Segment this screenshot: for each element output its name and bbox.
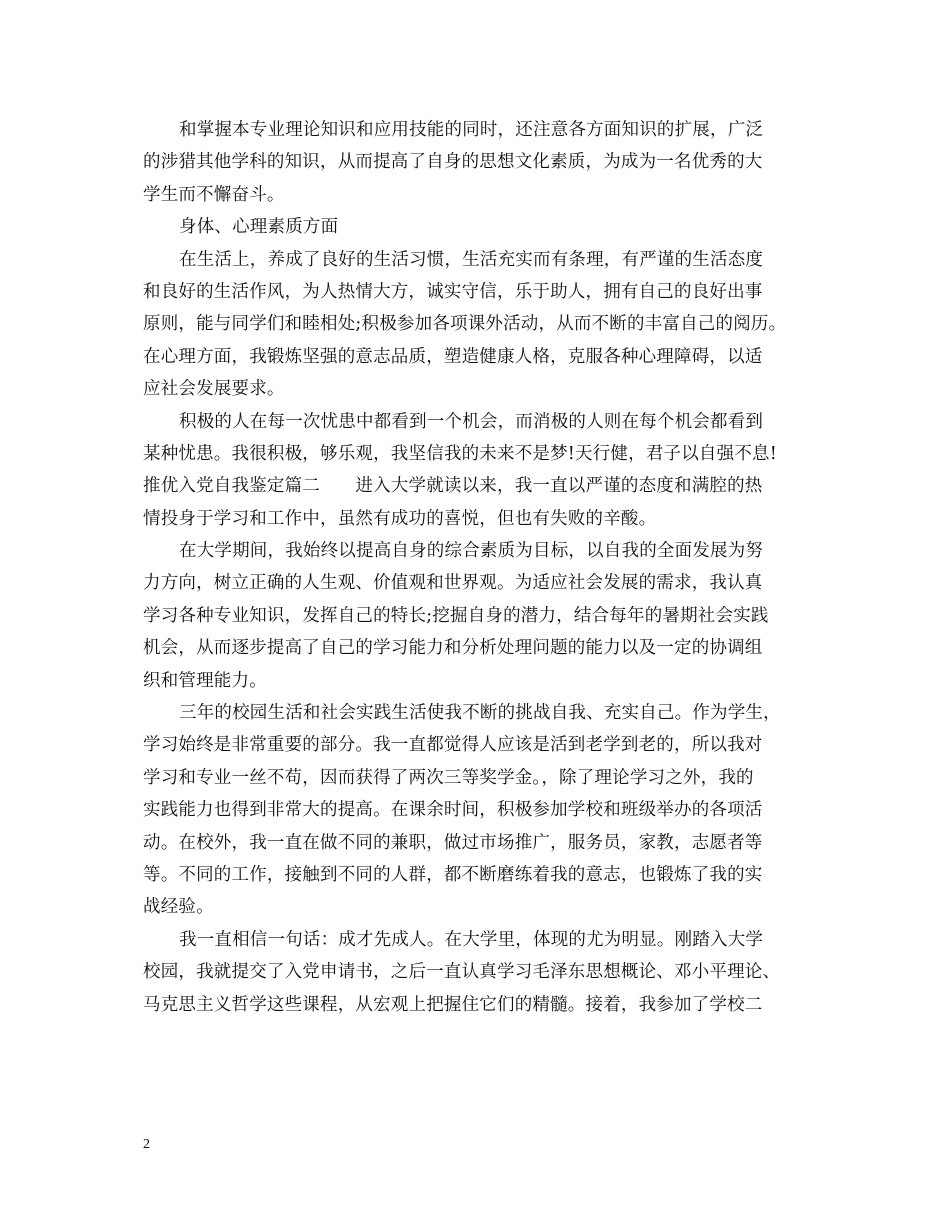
text-line: 和掌握本专业理论知识和应用技能的同时，还注意各方面知识的扩展，广泛 xyxy=(179,120,764,140)
text-line: 等。不同的工作，接触到不同的人群，都不断磨练着我的意志，也锻炼了我的实 xyxy=(143,864,763,885)
text-line: 积极的人在每一次忧患中都看到一个机会，而消极的人则在每个机会都看到 xyxy=(179,411,764,432)
text-line: 机会，从而逐步提高了自己的学习能力和分析处理问题的能力以及一定的协调组 xyxy=(143,638,763,659)
text-line: 实践能力也得到非常大的提高。在课余时间，积极参加学校和班级举办的各项活 xyxy=(143,800,763,821)
text-line: 学习各种专业知识，发挥自己的特长;挖掘自身的潜力，结合每年的暑期社会实践 xyxy=(143,605,769,626)
text-line: 学习始终是非常重要的部分。我一直都觉得人应该是活到老学到老的，所以我对 xyxy=(143,735,763,756)
text-line: 原则，能与同学们和睦相处;积极参加各项课外活动，从而不断的丰富自己的阅历。 xyxy=(143,314,787,335)
text-line: 推优入党自我鉴定篇二 进入大学就读以来，我一直以严谨的态度和满腔的热 xyxy=(143,476,763,497)
text-line: 情投身于学习和工作中，虽然有成功的喜悦，但也有失败的辛酸。 xyxy=(143,508,657,529)
text-line: 在心理方面，我锻炼坚强的意志品质，塑造健康人格，克服各种心理障碍，以适 xyxy=(143,346,763,367)
text-line: 校园，我就提交了入党申请书，之后一直认真学习毛泽东思想概论、邓小平理论、 xyxy=(143,962,781,983)
text-line: 学习和专业一丝不苟，因而获得了两次三等奖学金。，除了理论学习之外，我的 xyxy=(143,767,754,788)
text-line: 马克思主义哲学这些课程，从宏观上把握住它们的精髓。接着，我参加了学校二 xyxy=(143,994,763,1015)
page-number: 2 xyxy=(143,1137,150,1152)
text-line: 在大学期间，我始终以提高自身的综合素质为目标，以自我的全面发展为努 xyxy=(179,541,764,562)
text-line: 学生而不懈奋斗。 xyxy=(143,184,285,205)
text-line: 的涉猎其他学科的知识，从而提高了自身的思想文化素质，为成为一名优秀的大 xyxy=(143,152,763,173)
text-line: 我一直相信一句话：成才先成人。在大学里，体现的尤为明显。刚踏入大学 xyxy=(179,929,764,950)
document-body xyxy=(143,114,813,1021)
text-line: 某种忧患。我很积极，够乐观，我坚信我的未来不是梦!天行健，君子以自强不息! xyxy=(143,443,777,464)
text-line: 力方向，树立正确的人生观、价值观和世界观。为适应社会发展的需求，我认真 xyxy=(143,573,763,594)
text-line: 在生活上，养成了良好的生活习惯，生活充实而有条理，有严谨的生活态度 xyxy=(179,249,764,270)
text-line: 和良好的生活作风，为人热情大方，诚实守信，乐于助人，拥有自己的良好出事 xyxy=(143,281,763,302)
text-line: 动。在校外，我一直在做不同的兼职，做过市场推广，服务员，家教，志愿者等 xyxy=(143,832,763,853)
text-line: 应社会发展要求。 xyxy=(143,379,285,400)
text-line: 身体、心理素质方面 xyxy=(179,217,339,238)
text-line: 三年的校园生活和社会实践生活使我不断的挑战自我、充实自己。作为学生， xyxy=(179,703,781,724)
text-line: 织和管理能力。 xyxy=(143,670,267,691)
text-line: 战经验。 xyxy=(143,897,214,918)
